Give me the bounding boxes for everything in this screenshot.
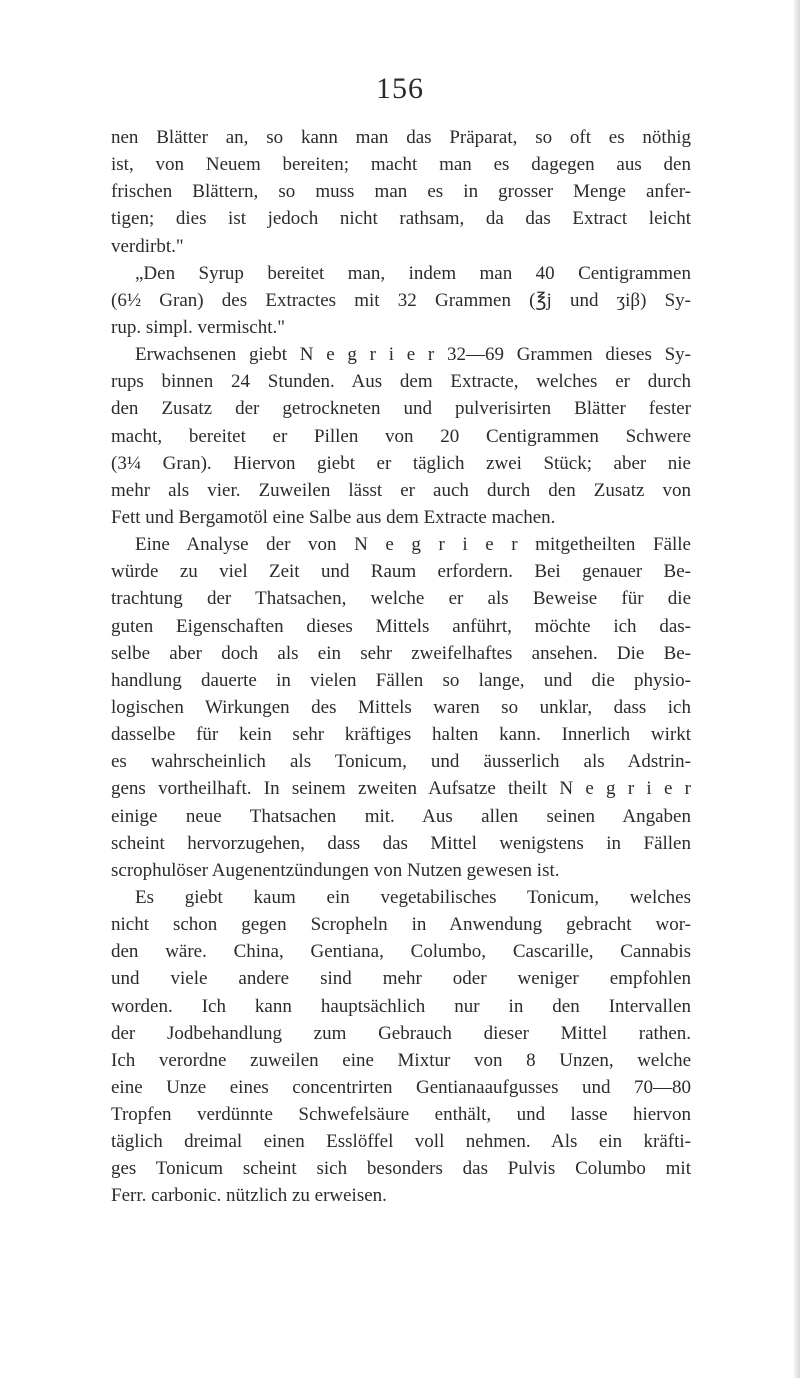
text-line: Eine Analyse der von N e g r i e r mitgetheilten Fälle (135, 534, 691, 556)
text-line: Erwachsenen giebt N e g r i e r 32—69 Grammen dieses Sy- (135, 344, 691, 366)
text-line: handlung dauerte in vielen Fällen so lange, und die physio- (111, 669, 691, 691)
text-line: trachtung der Thatsachen, welche er als Beweise für die (111, 588, 691, 610)
text-line: den Zusatz der getrockneten und pulverisirten Blätter fester (111, 398, 691, 420)
text-line: den wäre. China, Gentiana, Columbo, Cascarille, Cannabis (111, 941, 691, 963)
text-line: verdirbt." (111, 235, 184, 257)
text-line: (3¼ Gran). Hiervon giebt er täglich zwei Stück; aber nie (111, 452, 691, 474)
text-line: selbe aber doch als ein sehr zweifelhaftes ansehen. Die Be- (111, 642, 691, 664)
text-line: „Den Syrup bereitet man, indem man 40 Centigrammen (135, 262, 691, 284)
text-line: rups binnen 24 Stunden. Aus dem Extracte, welches er durch (111, 371, 691, 393)
text-line: logischen Wirkungen des Mittels waren so unklar, dass ich (111, 696, 691, 718)
text-line: (6½ Gran) des Extractes mit 32 Grammen (℥j und ʒiβ) Sy- (111, 289, 691, 311)
page-number: 156 (376, 72, 424, 105)
text-line: ist, von Neuem bereiten; macht man es dagegen aus den (111, 154, 691, 176)
text-line: worden. Ich kann hauptsächlich nur in den Intervallen (111, 995, 691, 1017)
text-line: rup. simpl. vermischt." (111, 316, 285, 338)
text-line: einige neue Thatsachen mit. Aus allen seinen Angaben (111, 805, 691, 827)
text-line: gens vortheilhaft. In seinem zweiten Aufsatze theilt N e g r i e r (111, 778, 691, 800)
text-line: macht, bereitet er Pillen von 20 Centigrammen Schwere (111, 425, 691, 447)
text-line: Tropfen verdünnte Schwefelsäure enthält, und lasse hiervon (111, 1104, 691, 1126)
text-line: es wahrscheinlich als Tonicum, und äusserlich als Adstrin- (111, 751, 691, 773)
text-line: würde zu viel Zeit und Raum erfordern. Bei genauer Be- (111, 561, 691, 583)
text-line: täglich dreimal einen Esslöffel voll nehmen. Als ein kräfti- (111, 1131, 691, 1153)
text-line: guten Eigenschaften dieses Mittels anführt, möchte ich das- (111, 615, 691, 637)
text-line: Ich verordne zuweilen eine Mixtur von 8 Unzen, welche (111, 1049, 691, 1071)
text-line: ges Tonicum scheint sich besonders das Pulvis Columbo mit (111, 1158, 691, 1180)
scan-edge-shadow (794, 0, 800, 1378)
text-line: nen Blätter an, so kann man das Präparat, so oft es nöthig (111, 127, 691, 148)
text-line: und viele andere sind mehr oder weniger empfohlen (111, 968, 691, 990)
text-line: mehr als vier. Zuweilen lässt er auch durch den Zusatz von (111, 479, 691, 501)
text-line: Fett und Bergamotöl eine Salbe aus dem Extracte machen. (111, 506, 556, 528)
text-line: frischen Blättern, so muss man es in grosser Menge anfer- (111, 181, 691, 203)
text-line: der Jodbehandlung zum Gebrauch dieser Mittel rathen. (111, 1022, 691, 1044)
text-line: nicht schon gegen Scropheln in Anwendung gebracht wor- (111, 914, 691, 936)
text-line: eine Unze eines concentrirten Gentianaaufgusses und 70—80 (111, 1076, 691, 1098)
body-text (111, 124, 691, 1210)
text-line: dasselbe für kein sehr kräftiges halten kann. Innerlich wirkt (111, 724, 691, 746)
text-line: Es giebt kaum ein vegetabilisches Tonicum, welches (135, 886, 691, 908)
text-line: tigen; dies ist jedoch nicht rathsam, da das Extract leicht (111, 208, 691, 230)
text-line: Ferr. carbonic. nützlich zu erweisen. (111, 1185, 387, 1207)
text-line: scrophulöser Augenentzündungen von Nutzen gewesen ist. (111, 859, 560, 881)
text-line: scheint hervorzugehen, dass das Mittel wenigstens in Fällen (111, 832, 691, 854)
